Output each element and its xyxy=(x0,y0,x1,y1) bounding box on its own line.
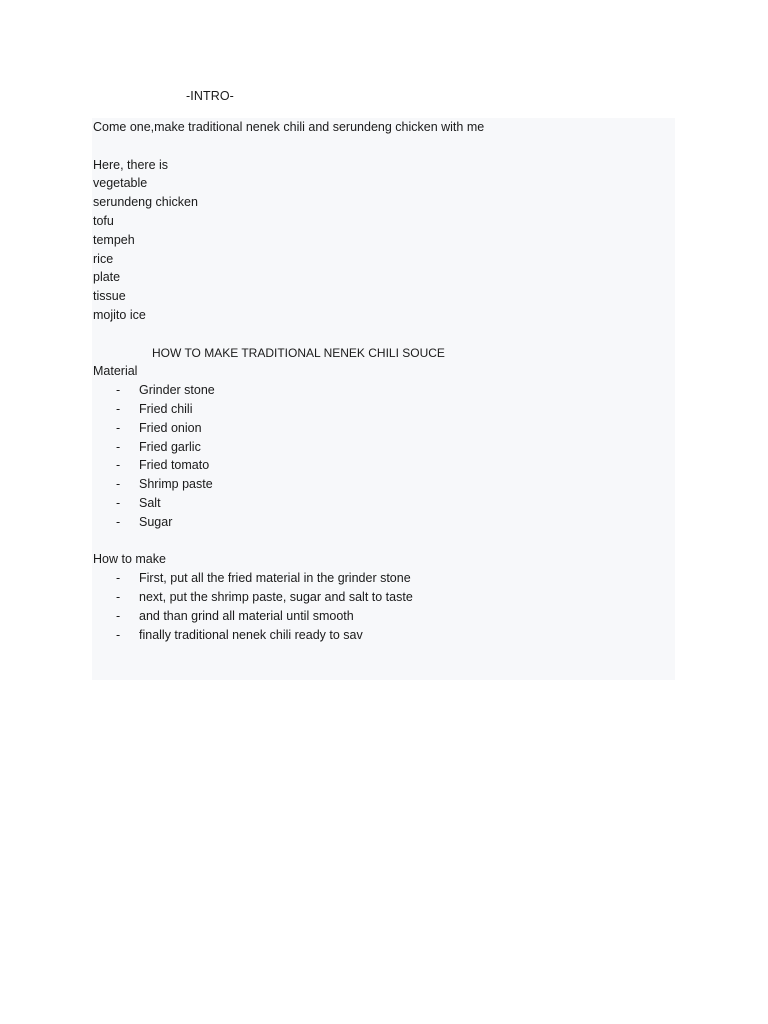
items-intro: Here, there is xyxy=(93,157,169,172)
step-text: finally traditional nenek chili ready to sav xyxy=(139,627,363,642)
material-text: Fried chili xyxy=(139,401,193,416)
bullet-dash: - xyxy=(116,589,121,604)
document-body xyxy=(93,118,673,644)
how-to-label: How to make xyxy=(93,552,166,567)
blank-line xyxy=(93,532,673,551)
material-item xyxy=(93,419,673,438)
list-item: serundeng chicken xyxy=(93,195,198,210)
bullet-dash: - xyxy=(116,608,121,623)
bullet-dash: - xyxy=(116,383,121,398)
intro-title: -INTRO- xyxy=(186,89,234,103)
list-item: rice xyxy=(93,251,114,266)
list-item: tofu xyxy=(93,213,114,228)
opening-line: Come one,make traditional nenek chili and serundeng chicken with me xyxy=(93,120,485,134)
steps-list xyxy=(93,569,673,644)
list-item: mojito ice xyxy=(93,307,146,322)
blank-line xyxy=(93,325,673,344)
material-text: Fried onion xyxy=(139,420,202,435)
step-item xyxy=(93,626,673,645)
blank-line xyxy=(93,137,673,156)
material-item xyxy=(93,456,673,475)
list-item: vegetable xyxy=(93,176,148,191)
material-item xyxy=(93,400,673,419)
bullet-dash: - xyxy=(116,458,121,473)
material-text: Fried garlic xyxy=(139,439,201,454)
list-item: plate xyxy=(93,270,121,285)
step-item xyxy=(93,588,673,607)
material-item xyxy=(93,494,673,513)
step-item xyxy=(93,607,673,626)
bullet-dash: - xyxy=(116,514,121,529)
material-item xyxy=(93,438,673,457)
bullet-dash: - xyxy=(116,420,121,435)
bullet-dash: - xyxy=(116,401,121,416)
step-item xyxy=(93,569,673,588)
material-text: Grinder stone xyxy=(139,383,215,398)
material-label: Material xyxy=(93,364,138,379)
recipe-heading: HOW TO MAKE TRADITIONAL NENEK CHILI SOUCE xyxy=(152,345,445,360)
materials-list xyxy=(93,381,673,531)
bullet-dash: - xyxy=(116,495,121,510)
material-item xyxy=(93,513,673,532)
material-text: Fried tomato xyxy=(139,458,210,473)
material-text: Shrimp paste xyxy=(139,477,213,492)
bullet-dash: - xyxy=(116,477,121,492)
step-text: next, put the shrimp paste, sugar and salt to taste xyxy=(139,589,413,604)
material-text: Salt xyxy=(139,495,161,510)
step-text: First, put all the fried material in the grinder stone xyxy=(139,571,411,586)
material-item xyxy=(93,475,673,494)
material-text: Sugar xyxy=(139,514,173,529)
list-item: tempeh xyxy=(93,232,135,247)
items-list xyxy=(93,174,673,324)
bullet-dash: - xyxy=(116,439,121,454)
material-item xyxy=(93,381,673,400)
bullet-dash: - xyxy=(116,571,121,586)
list-item: tissue xyxy=(93,289,126,304)
step-text: and than grind all material until smooth xyxy=(139,608,354,623)
bullet-dash: - xyxy=(116,627,121,642)
